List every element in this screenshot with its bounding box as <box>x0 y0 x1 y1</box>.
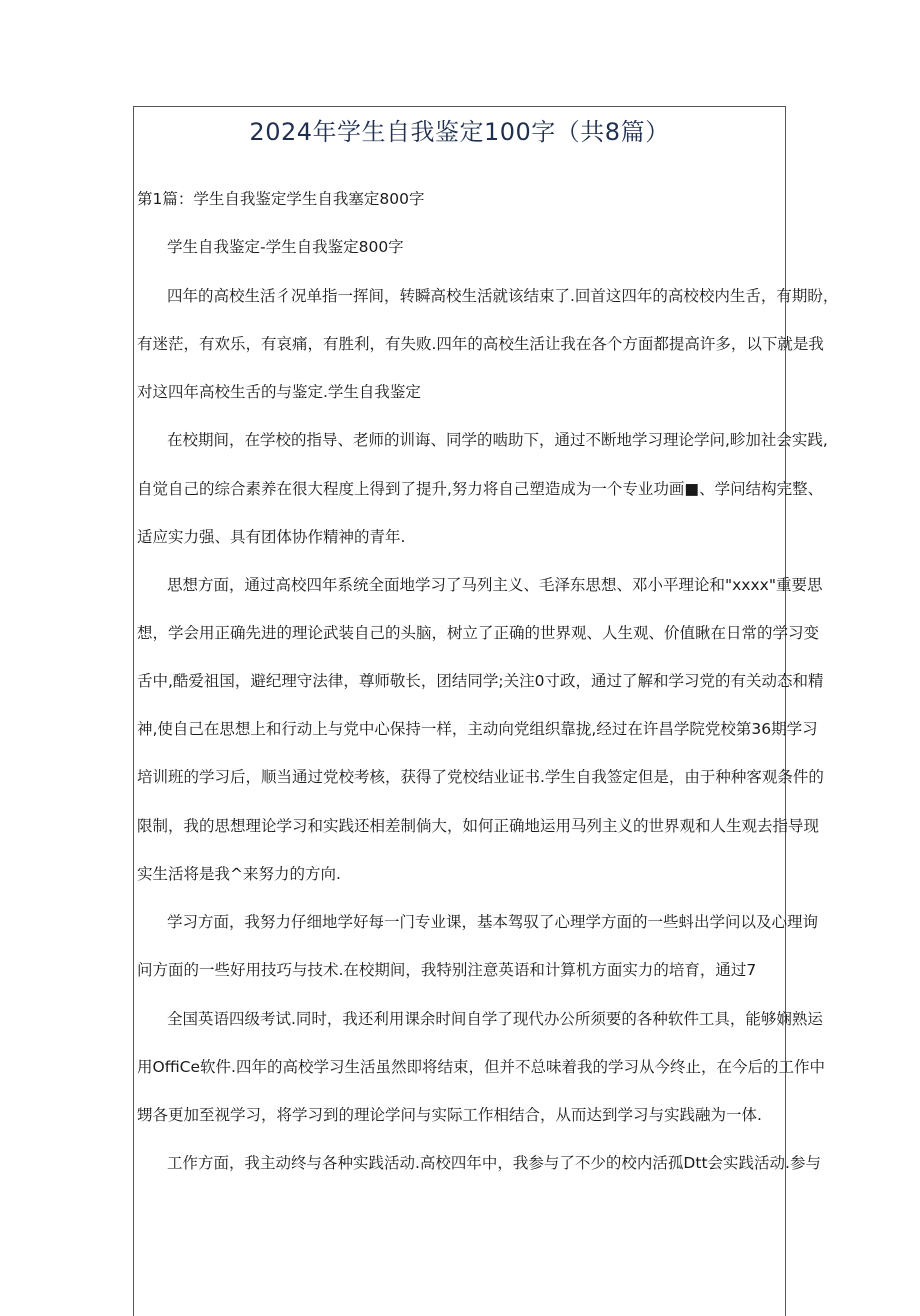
document-title: 2024年学生自我鉴定100字（共8篇） <box>249 118 670 146</box>
paragraph-3-line-5: 培训班的学习后，顺当通过党校考核，获得了党校结业证书.学生自我签定但是，由于种种客观条件的 <box>137 768 824 786</box>
paragraph-2-line-2: 自觉自己的综合素养在很大程度上得到了提升,努力将自己塑造成为一个专业功画■、学问结构完整、 <box>137 480 824 498</box>
paragraph-1-line-2: 有迷茫，有欢乐，有哀痛，有胜利，有失败.四年的高校生活让我在各个方面都提高许多，以下就是我 <box>137 335 824 353</box>
paragraph-3-line-6: 限制，我的思想理论学习和实践还相差制倘大，如何正确地运用马列主义的世界观和人生观去指导现 <box>137 817 820 835</box>
paragraph-2-line-1: 在校期间，在学校的指导、老师的训诲、同学的啮助下，通过不断地学习理论学问,畛加社会实践, <box>167 431 828 449</box>
paragraph-5-line-2: 用OffiCe软件.四年的高校学习生活虽然即将结束，但并不总味着我的学习从今终止，在今后的工作中 <box>137 1058 825 1076</box>
paragraph-1-line-3: 对这四年高校生舌的与鉴定.学生自我鉴定 <box>137 383 421 401</box>
paragraph-4-line-2: 问方面的一些好用技巧与技术.在校期间，我特别注意英语和计算机方面实力的培育，通过7 <box>137 961 757 979</box>
paragraph-3-line-7: 实生活将是我^来努力的方向. <box>137 865 341 883</box>
paragraph-1-line-1: 四年的高校生活彳况单指一挥间，转瞬高校生活就该结束了.回首这四年的高校校内生舌，有期盼， <box>167 287 839 305</box>
paragraph-2-line-3: 适应实力强、具有团体协作精神的青年. <box>137 528 406 546</box>
paragraph-3-line-3: 舌中,酷爱祖国，避纪理守法律，尊师敬长，团结同学;关注0寸政，通过了解和学习党的有关动态和精 <box>137 672 824 690</box>
paragraph-4-line-1: 学习方面，我努力仔细地学好每一门专业课，基本驾驭了心理学方面的一些蚪出学问以及心理询 <box>167 913 819 931</box>
paragraph-5-line-1: 全国英语四级考试.同时，我还利用课余时间自学了现代办公所须要的各种软件工具，能够娴熟运 <box>167 1010 823 1028</box>
paragraph-5-line-3: 甥各更加至视学习，将学习到的理论学问与实际工作相结合，从而达到学习与实践融为一体. <box>137 1106 762 1124</box>
paragraph-6-line-1: 工作方面，我主动终与各种实践活动.高校四年中，我参与了不少的校内活孤Dtt会实践活动.参与 <box>167 1154 821 1172</box>
chapter-heading: 第1篇：学生自我鉴定学生自我塞定800字 <box>137 190 425 208</box>
paragraph-3-line-1: 思想方面，通过高校四年系统全面地学习了马列主义、毛泽东思想、邓小平理论和"xxxx"重要思 <box>167 576 823 594</box>
paragraph-3-line-4: 神,使自己在思想上和行动上与党中心保持一样，主动向党组织靠拢,经过在许昌学院党校第36期学习 <box>137 720 818 738</box>
paragraph-3-line-2: 想，学会用正确先进的理论武装自己的头脑，树立了正确的世界观、人生观、价值瞅在日常的学习变 <box>137 624 820 642</box>
subtitle: 学生自我鉴定-学生自我鉴定800字 <box>167 238 404 256</box>
